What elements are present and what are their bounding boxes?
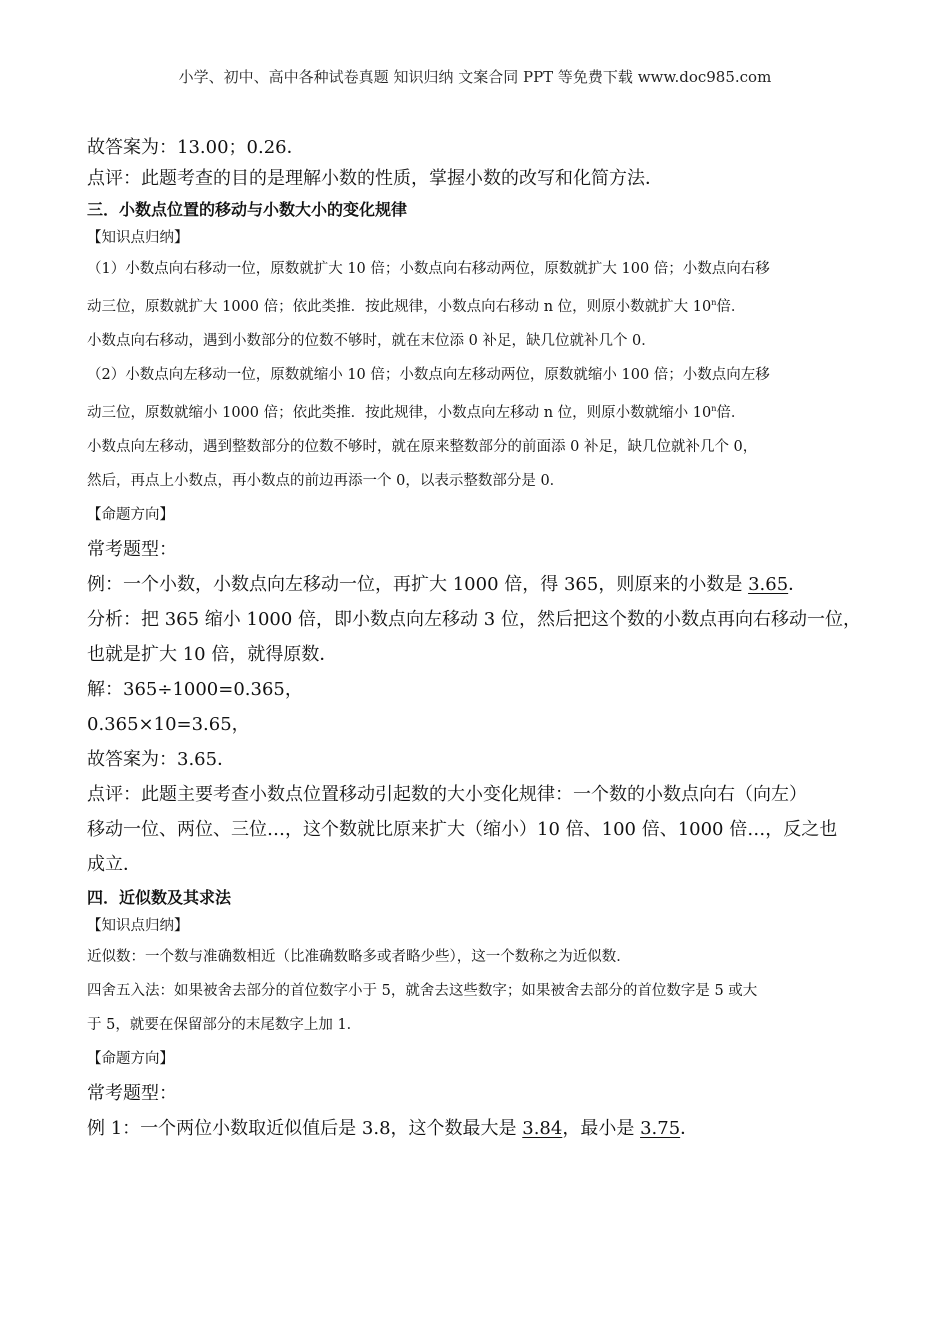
- example-text: 例：一个小数，小数点向左移动一位，再扩大 1000 倍，得 365，则原来的小数是: [87, 573, 749, 595]
- rule-1b-text: 动三位，原数就扩大 1000 倍；依此类推．按此规律，小数点向右移动 n 位，则原小数就扩大 10: [87, 298, 712, 315]
- section-3-review-1: 点评：此题主要考查小数点位置移动引起数的大小变化规律：一个数的小数点向右（向左）: [87, 783, 807, 805]
- section-3-review-2: 移动一位、两位、三位…，这个数就比原来扩大（缩小）10 倍、100 倍、1000 倍…，反之也: [87, 818, 838, 840]
- section-4-rounding-2: 于 5，就要在保留部分的末尾数字上加 1．: [87, 1016, 362, 1033]
- example-1-min-answer: 3.75: [640, 1117, 681, 1139]
- page-header: 小学、初中、高中各种试卷真题 知识归纳 文案合同 PPT 等免费下载 www.doc985.com: [178, 68, 772, 86]
- section-3-rule-2b: [87, 392, 877, 430]
- rule-2b-end: 倍．: [716, 404, 746, 421]
- section-3-analysis-1: 分析：把 365 缩小 1000 倍，即小数点向左移动 3 位，然后把这个数的小数点再向右移动一位，: [87, 608, 861, 630]
- answer-line: 故答案为：13.00；0.26．: [87, 137, 305, 158]
- section-3-rule-2c: 小数点向左移动，遇到整数部分的位数不够时，就在原来整数部分的前面添 0 补足，缺几位就补几个 0，: [87, 438, 758, 455]
- section-3-knowledge-heading: 【知识点归纳】: [87, 230, 189, 246]
- section-3-direction-heading: 【命题方向】: [87, 506, 174, 523]
- section-3-solution-3: 故答案为：3.65．: [87, 748, 236, 770]
- section-3-example: [87, 567, 877, 602]
- section-3-rule-1c: 小数点向右移动，遇到小数部分的位数不够时，就在末位添 0 补足，缺几位就补几个 0．: [87, 332, 656, 349]
- section-3-rule-2a: （2）小数点向左移动一位，原数就缩小 10 倍；小数点向左移动两位，原数就缩小 100 倍；小数点向左移: [87, 366, 770, 383]
- section-3-rule-1b: [87, 286, 877, 324]
- example-1-max-answer: 3.84: [522, 1117, 563, 1139]
- rule-1b-end: 倍．: [716, 298, 746, 315]
- example-1-mid: ，最小是: [562, 1117, 641, 1139]
- rule-2b-exponent: n: [711, 403, 717, 413]
- section-3-review-3: 成立．: [87, 853, 141, 875]
- section-4-title: 四．近似数及其求法: [87, 887, 232, 907]
- section-4-knowledge-heading: 【知识点归纳】: [87, 917, 189, 934]
- example-1-end: ．: [680, 1117, 699, 1139]
- section-3-rule-1a: （1）小数点向右移动一位，原数就扩大 10 倍；小数点向右移动两位，原数就扩大 100 倍；小数点向右移: [87, 261, 770, 277]
- rule-1b-exponent: n: [711, 298, 717, 307]
- example-1-text: 例 1：一个两位小数取近似值后是 3.8，这个数最大是: [87, 1117, 523, 1139]
- section-3-solution-1: 解：365÷1000=0.365，: [87, 678, 303, 700]
- section-4-rounding-1: 四舍五入法：如果被舍去部分的首位数字小于 5，就舍去这些数字；如果被舍去部分的首位数字是 5 或大: [87, 982, 758, 999]
- section-4-definition: 近似数：一个数与准确数相近（比准确数略多或者略少些），这一个数称之为近似数．: [87, 948, 631, 965]
- document-body: [87, 132, 877, 1146]
- example-end: ．: [788, 573, 807, 595]
- section-4-type: 常考题型：: [87, 1082, 177, 1104]
- rule-2b-text: 动三位，原数就缩小 1000 倍；依此类推．按此规律，小数点向左移动 n 位，则原小数就缩小 10: [87, 404, 712, 421]
- example-answer: 3.65: [748, 573, 789, 595]
- section-3-type: 常考题型：: [87, 538, 177, 560]
- section-4-example: [87, 1111, 877, 1146]
- review-line: 点评：此题考查的目的是理解小数的性质，掌握小数的改写和化简方法．: [87, 168, 663, 189]
- section-4-direction-heading: 【命题方向】: [87, 1050, 174, 1067]
- section-3-title: 三．小数点位置的移动与小数大小的变化规律: [87, 200, 408, 219]
- section-3-solution-2: 0.365×10=3.65，: [87, 713, 250, 735]
- section-3-analysis-2: 也就是扩大 10 倍，就得原数．: [87, 643, 338, 665]
- section-3-rule-2d: 然后，再点上小数点，再小数点的前边再添一个 0，以表示整数部分是 0．: [87, 472, 565, 489]
